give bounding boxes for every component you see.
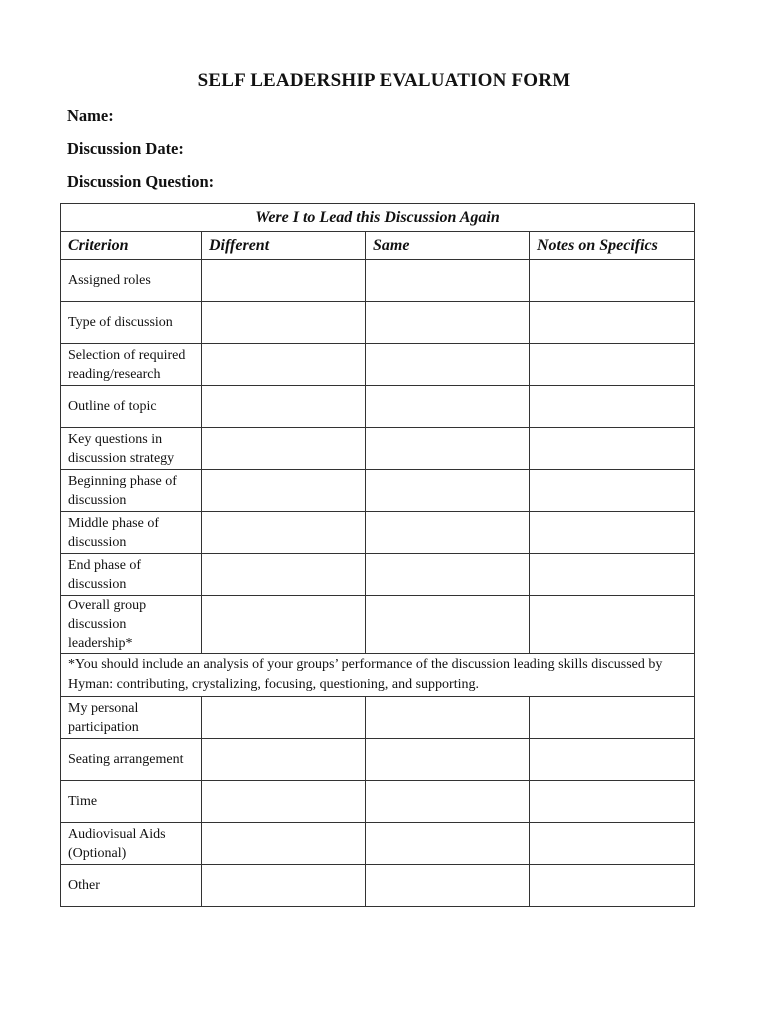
discussion-date-label: Discussion Date: bbox=[67, 139, 184, 158]
same-cell[interactable] bbox=[366, 386, 530, 428]
different-cell[interactable] bbox=[202, 386, 366, 428]
table-row bbox=[61, 554, 695, 596]
table-banner: Were I to Lead this Discussion Again bbox=[61, 204, 695, 232]
notes-cell[interactable] bbox=[530, 302, 695, 344]
different-cell[interactable] bbox=[202, 512, 366, 554]
table-row bbox=[61, 865, 695, 907]
notes-cell[interactable] bbox=[530, 428, 695, 470]
different-cell[interactable] bbox=[202, 865, 366, 907]
notes-cell[interactable] bbox=[530, 260, 695, 302]
table-header-row bbox=[61, 232, 695, 260]
different-cell[interactable] bbox=[202, 554, 366, 596]
notes-cell[interactable] bbox=[530, 554, 695, 596]
different-cell[interactable] bbox=[202, 781, 366, 823]
criterion-cell: Selection of required reading/research bbox=[61, 344, 202, 386]
different-cell[interactable] bbox=[202, 739, 366, 781]
different-cell[interactable] bbox=[202, 470, 366, 512]
same-cell[interactable] bbox=[366, 823, 530, 865]
footnote-text: *You should include an analysis of your groups’ performance of the discussion leading skills discussed by Hyman: contributing, crystalizing, focusing, questioning, and supporting. bbox=[61, 654, 695, 697]
form-title: SELF LEADERSHIP EVALUATION FORM bbox=[197, 70, 571, 91]
different-cell[interactable] bbox=[202, 344, 366, 386]
same-cell[interactable] bbox=[366, 739, 530, 781]
table-row bbox=[61, 386, 695, 428]
notes-cell[interactable] bbox=[530, 596, 695, 654]
criterion-cell: End phase of discussion bbox=[61, 554, 202, 596]
table-row bbox=[61, 302, 695, 344]
criterion-cell: Outline of topic bbox=[61, 386, 202, 428]
notes-cell[interactable] bbox=[530, 512, 695, 554]
criterion-cell: Overall group discussion leadership* bbox=[61, 596, 202, 654]
criterion-cell: Assigned roles bbox=[61, 260, 202, 302]
different-cell[interactable] bbox=[202, 596, 366, 654]
header-notes: Notes on Specifics bbox=[530, 232, 695, 260]
same-cell[interactable] bbox=[366, 344, 530, 386]
evaluation-table bbox=[60, 203, 695, 907]
criterion-cell: Time bbox=[61, 781, 202, 823]
different-cell[interactable] bbox=[202, 302, 366, 344]
same-cell[interactable] bbox=[366, 596, 530, 654]
same-cell[interactable] bbox=[366, 470, 530, 512]
criterion-cell: My personal participation bbox=[61, 697, 202, 739]
table-row bbox=[61, 823, 695, 865]
same-cell[interactable] bbox=[366, 781, 530, 823]
header-same: Same bbox=[366, 232, 530, 260]
table-row bbox=[61, 260, 695, 302]
criterion-cell: Beginning phase of discussion bbox=[61, 470, 202, 512]
table-row bbox=[61, 781, 695, 823]
table-row bbox=[61, 344, 695, 386]
same-cell[interactable] bbox=[366, 865, 530, 907]
criterion-cell: Key questions in discussion strategy bbox=[61, 428, 202, 470]
table-row bbox=[61, 512, 695, 554]
name-label: Name: bbox=[67, 106, 114, 125]
same-cell[interactable] bbox=[366, 428, 530, 470]
same-cell[interactable] bbox=[366, 512, 530, 554]
same-cell[interactable] bbox=[366, 697, 530, 739]
same-cell[interactable] bbox=[366, 554, 530, 596]
notes-cell[interactable] bbox=[530, 865, 695, 907]
notes-cell[interactable] bbox=[530, 470, 695, 512]
header-criterion: Criterion bbox=[61, 232, 202, 260]
same-cell[interactable] bbox=[366, 302, 530, 344]
notes-cell[interactable] bbox=[530, 739, 695, 781]
criterion-cell: Type of discussion bbox=[61, 302, 202, 344]
different-cell[interactable] bbox=[202, 697, 366, 739]
table-row bbox=[61, 470, 695, 512]
same-cell[interactable] bbox=[366, 260, 530, 302]
different-cell[interactable] bbox=[202, 823, 366, 865]
different-cell[interactable] bbox=[202, 260, 366, 302]
discussion-question-label: Discussion Question: bbox=[67, 172, 215, 191]
different-cell[interactable] bbox=[202, 428, 366, 470]
notes-cell[interactable] bbox=[530, 386, 695, 428]
table-row bbox=[61, 428, 695, 470]
notes-cell[interactable] bbox=[530, 823, 695, 865]
criterion-cell: Middle phase of discussion bbox=[61, 512, 202, 554]
notes-cell[interactable] bbox=[530, 697, 695, 739]
table-row bbox=[61, 596, 695, 654]
header-different: Different bbox=[202, 232, 366, 260]
criterion-cell: Audiovisual Aids (Optional) bbox=[61, 823, 202, 865]
table-banner-row bbox=[61, 204, 695, 232]
notes-cell[interactable] bbox=[530, 781, 695, 823]
criterion-cell: Other bbox=[61, 865, 202, 907]
criterion-cell: Seating arrangement bbox=[61, 739, 202, 781]
table-row bbox=[61, 739, 695, 781]
notes-cell[interactable] bbox=[530, 344, 695, 386]
footnote-row bbox=[61, 654, 695, 697]
table-row bbox=[61, 697, 695, 739]
